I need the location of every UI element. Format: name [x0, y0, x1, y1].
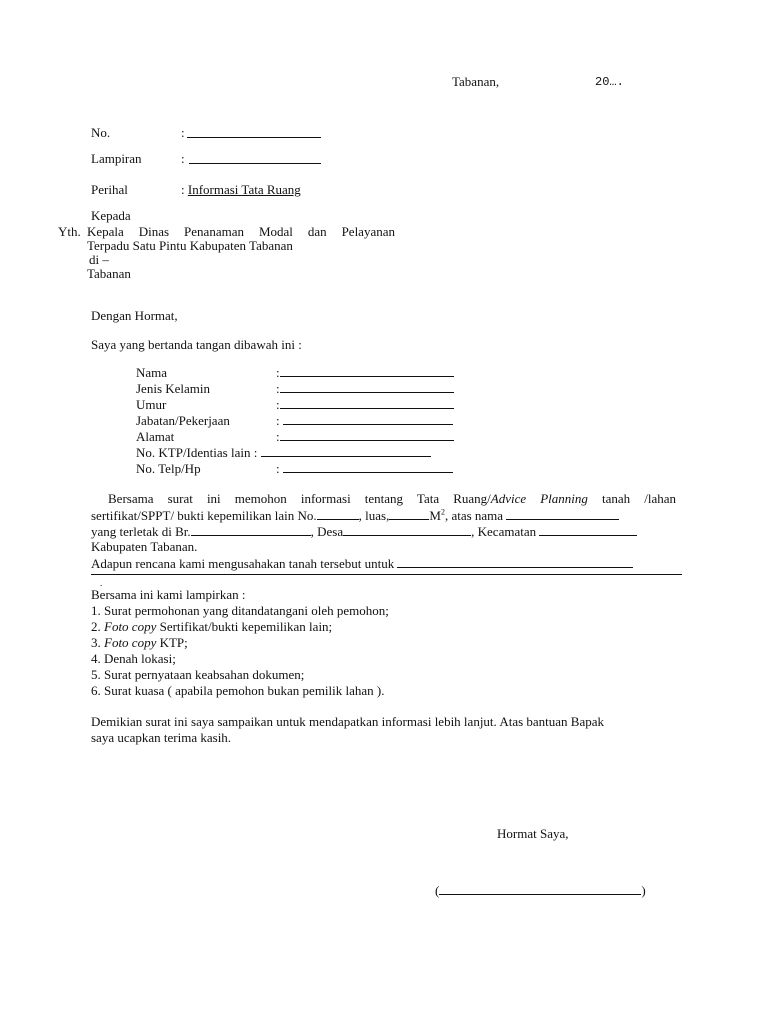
identity-row	[136, 364, 454, 381]
body-text: Bersama surat ini memohon informasi tentang Tata Ruang/	[108, 491, 491, 506]
identity-blank	[280, 396, 454, 409]
identity-colon: :	[276, 429, 280, 444]
attachment-text: Sertifikat/bukti kepemilikan lain;	[156, 619, 333, 634]
identity-label: Alamat	[136, 429, 175, 444]
kecamatan-blank	[539, 523, 637, 536]
identity-colon: :	[276, 381, 280, 396]
owner-blank	[506, 507, 619, 520]
identity-blank	[280, 364, 454, 377]
hormat-saya-label: Hormat Saya,	[497, 826, 569, 841]
advice-planning-text: Advice Planning	[490, 491, 588, 506]
recipient-city: Tabanan	[87, 266, 131, 281]
identity-label: Umur	[136, 397, 167, 412]
purpose-continuation-line	[91, 574, 682, 575]
identity-row	[136, 460, 453, 477]
attachment-item	[91, 603, 389, 619]
place-label: Tabanan,	[452, 74, 500, 89]
identity-blank	[261, 444, 431, 457]
attachment-item	[91, 635, 188, 651]
identity-colon: :	[276, 461, 280, 476]
no-blank-line	[187, 137, 321, 138]
attachment-item	[91, 667, 304, 683]
identity-row	[136, 412, 453, 429]
intro-text: Saya yang bertanda tangan dibawah ini :	[91, 337, 302, 352]
identity-colon: :	[276, 413, 280, 428]
attachment-text: Surat permohonan yang ditandatangani oleh pemohon;	[104, 603, 389, 618]
body-text: , Kecamatan	[471, 524, 537, 539]
identity-blank	[283, 412, 453, 425]
perihal-value-line	[181, 182, 301, 198]
body-line-2	[91, 507, 619, 524]
attachment-item	[91, 619, 332, 635]
attachment-text: KTP;	[156, 635, 188, 650]
unit-superscript: 2	[440, 507, 445, 517]
body-text: tanah /lahan	[602, 491, 677, 506]
identity-label: Jabatan/Pekerjaan	[136, 413, 230, 428]
attachment-text: Denah lokasi;	[104, 651, 176, 666]
identity-colon: :	[276, 365, 280, 380]
signature-block	[435, 882, 646, 899]
attachment-item	[91, 651, 176, 667]
body-line-4: Kabupaten Tabanan.	[91, 539, 198, 554]
purpose-blank	[397, 555, 633, 568]
number-blank	[317, 507, 359, 520]
identity-colon: :	[276, 397, 280, 412]
recipient-line-1: Kepala Dinas Penanaman Modal dan Pelayanan	[87, 224, 395, 239]
salutation: Dengan Hormat,	[91, 308, 178, 323]
yth-label: Yth.	[58, 224, 81, 239]
identity-blank	[283, 460, 453, 473]
attachment-number: 4.	[91, 651, 101, 666]
body-text: sertifikat/SPPT/ bukti kepemilikan lain No.	[91, 508, 317, 523]
closing-line-1: Demikian surat ini saya sampaikan untuk mendapatkan informasi lebih lanjut. Atas bantuan Bapak	[91, 714, 605, 729]
attachment-item	[91, 683, 385, 699]
attachment-text: Surat pernyataan keabsahan dokumen;	[104, 667, 305, 682]
body-text: , Desa	[310, 524, 344, 539]
lampiran-colon: :	[181, 151, 185, 166]
identity-label: No. Telp/Hp	[136, 461, 201, 476]
body-line-3	[91, 523, 637, 540]
body-text: yang terletak di Br.	[91, 524, 191, 539]
attachment-number: 6.	[91, 683, 101, 698]
signature-close-paren: )	[641, 883, 646, 898]
desa-blank	[343, 523, 471, 536]
attachment-italic: Foto copy	[104, 619, 157, 634]
identity-blank	[280, 380, 454, 393]
identity-row	[136, 428, 454, 445]
body-text: , atas nama	[444, 508, 504, 523]
body-text: Adapun rencana kami mengusahakan tanah tersebut untuk	[91, 556, 395, 571]
body-text: , luas,	[358, 508, 390, 523]
identity-label: Nama	[136, 365, 168, 380]
no-colon: :	[181, 125, 185, 140]
closing-line-2: saya ucapkan terima kasih.	[91, 730, 232, 745]
recipient-line-3: di –	[89, 252, 109, 267]
signature-name-line	[439, 882, 641, 895]
identity-row	[136, 380, 454, 397]
body-line-1	[108, 491, 676, 507]
attachment-number: 1.	[91, 603, 101, 618]
recipient-line-2: Terpadu Satu Pintu Kabupaten Tabanan	[87, 238, 293, 253]
identity-label: No. KTP/Identias lain	[136, 445, 251, 460]
area-blank	[389, 507, 429, 520]
year-label: 20….	[595, 75, 624, 89]
attachment-text: Surat kuasa ( apabila pemohon bukan pemilik lahan ).	[104, 683, 385, 698]
identity-colon: :	[253, 445, 258, 460]
attachment-number: 2.	[91, 619, 101, 634]
signature-open-paren: (	[435, 883, 440, 898]
kepada-label: Kepada	[91, 208, 131, 223]
perihal-colon: :	[181, 182, 185, 197]
perihal-value: Informasi Tata Ruang	[187, 182, 301, 197]
unit-text: M	[429, 508, 441, 523]
banjar-blank	[191, 523, 311, 536]
identity-row	[136, 444, 431, 461]
body-line-5	[91, 555, 633, 572]
identity-label: Jenis Kelamin	[136, 381, 211, 396]
attachment-italic: Foto copy	[104, 635, 157, 650]
attachments-title: Bersama ini kami lampirkan :	[91, 587, 246, 602]
lampiran-blank-line	[189, 163, 321, 164]
perihal-label: Perihal	[91, 182, 128, 197]
stray-dot: .	[100, 578, 103, 588]
lampiran-label: Lampiran	[91, 151, 142, 166]
identity-blank	[280, 428, 454, 441]
no-label: No.	[91, 125, 111, 140]
identity-row	[136, 396, 454, 413]
attachment-number: 5.	[91, 667, 101, 682]
attachment-number: 3.	[91, 635, 101, 650]
